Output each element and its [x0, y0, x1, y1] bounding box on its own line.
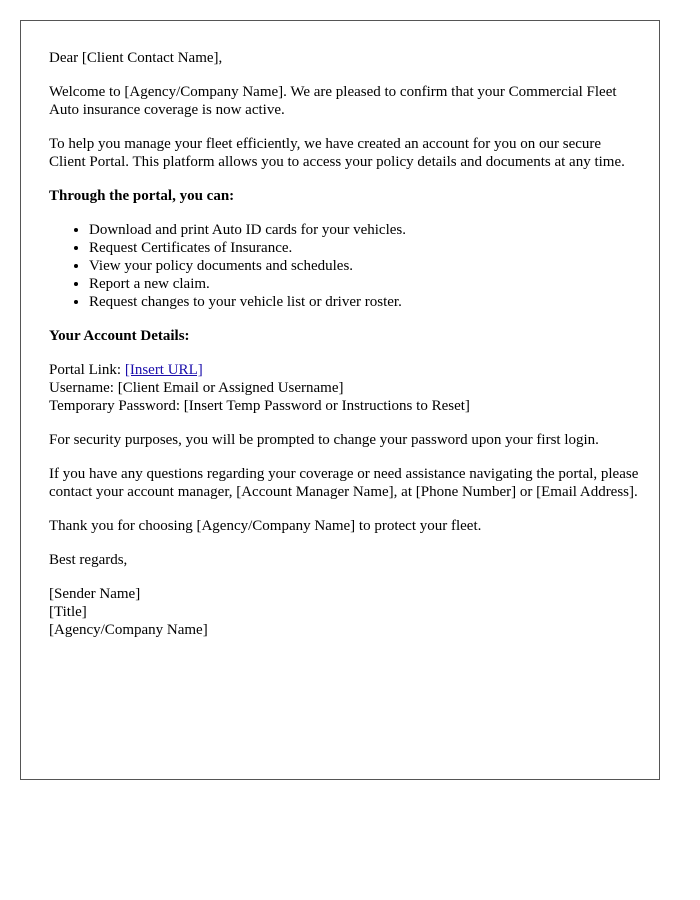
security-paragraph: For security purposes, you will be prompted to change your password upon your first login. [49, 432, 599, 448]
portal-link-label: Portal Link: [49, 362, 125, 378]
list-item: • View your policy documents and schedules. [89, 257, 639, 275]
list-item: • Download and print Auto ID cards for your vehicles. [89, 221, 639, 239]
portal-features-heading: Through the portal, you can: [49, 188, 235, 204]
signature-block [49, 585, 639, 639]
sender-company: [Agency/Company Name] [49, 622, 208, 638]
username-line: Username: [Client Email or Assigned Username] [49, 380, 344, 396]
welcome-paragraph: Welcome to [Agency/Company Name]. We are pleased to confirm that your Commercial Fleet Auto insurance coverage is now active. [49, 84, 617, 118]
closing: Best regards, [49, 552, 128, 568]
account-details-heading: Your Account Details: [49, 328, 190, 344]
list-item: • Report a new claim. [89, 275, 639, 293]
portal-intro-paragraph: To help you manage your fleet efficiently, we have created an account for you on our secure Client Portal. This platform allows you to access your policy details and documents at any time. [49, 136, 625, 170]
list-item: • Request changes to your vehicle list or driver roster. [89, 293, 639, 311]
sender-title: [Title] [49, 604, 87, 620]
greeting: Dear [Client Contact Name], [49, 50, 223, 66]
thanks-paragraph: Thank you for choosing [Agency/Company Name] to protect your fleet. [49, 518, 482, 534]
letter-body [49, 49, 639, 655]
list-item: • Request Certificates of Insurance. [89, 239, 639, 257]
questions-paragraph: If you have any questions regarding your coverage or need assistance navigating the portal, please contact your account manager, [Account Manager Name], at [Phone Number] or [Email Address]. [49, 466, 639, 500]
account-details-block [49, 361, 639, 415]
portal-link[interactable]: [Insert URL] [124, 362, 203, 378]
sender-name: [Sender Name] [49, 586, 141, 602]
letter-frame [20, 20, 660, 780]
password-line: Temporary Password: [Insert Temp Password or Instructions to Reset] [49, 398, 470, 414]
portal-link-line [49, 361, 639, 379]
portal-features-list [49, 221, 639, 311]
